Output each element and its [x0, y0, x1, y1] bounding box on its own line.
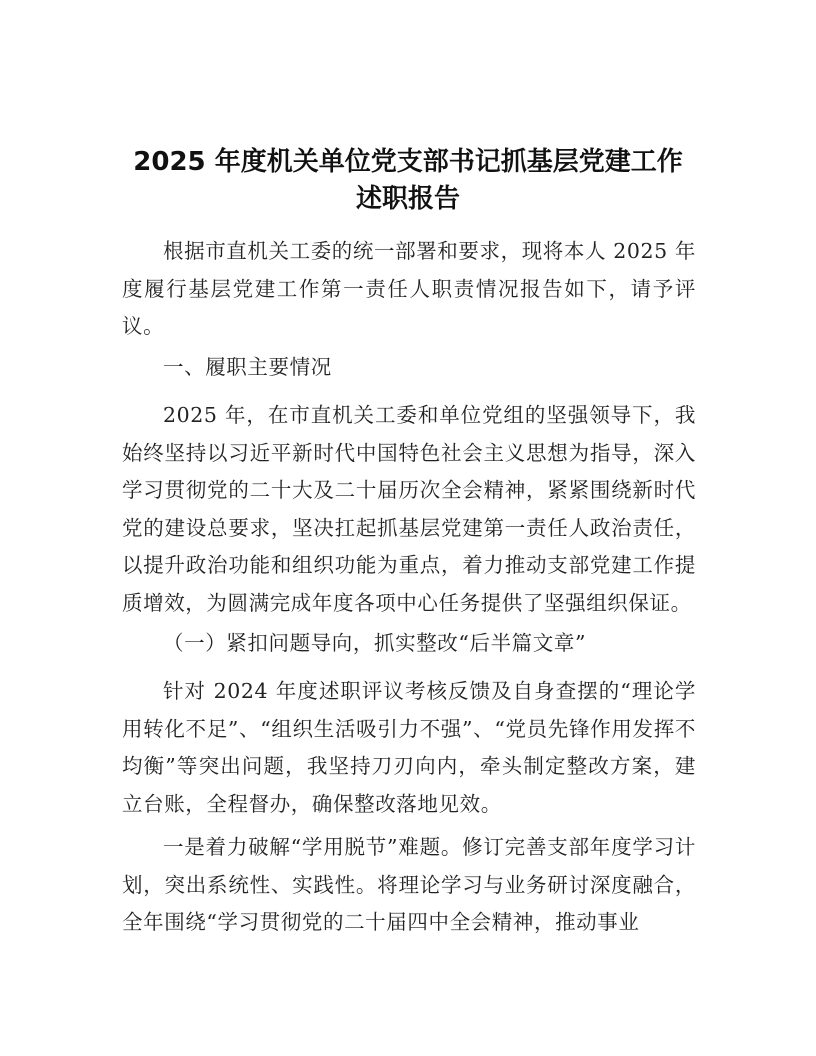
overview-paragraph: 2025 年，在市直机关工委和单位党组的坚强领导下，我始终坚持以习近平新时代中国特色社会主义思想为指导，深入学习贯彻党的二十大及二十届历次全会精神，紧紧围绕新时代党的建设总要求，坚决扛起抓基层党建第一责任人政治责任，以提升政治功能和组织功能为重点，着力推动支部党建工作提质增效，为圆满完成年度各项中心任务提供了坚强组织保证。	[122, 403, 696, 615]
point-one-paragraph: 一是着力破解“学用脱节”难题。修订完善支部年度学习计划，突出系统性、实践性。将理论学习与业务研讨深度融合，全年围绕“学习贯彻党的二十届四中全会精神，推动事业	[122, 835, 696, 934]
document-title-line-1: 2025 年度机关单位党支部书记抓基层党建工作	[133, 147, 683, 177]
section-heading-1: 一、履职主要情况	[163, 355, 332, 379]
document-title-line-2: 述职报告	[355, 184, 460, 214]
rectification-paragraph: 针对 2024 年度述职评议考核反馈及自身查摆的“理论学用转化不足”、“组织生活吸引力不强”、“党员先锋作用发挥不均衡”等突出问题，我坚持刀刃向内，牵头制定整改方案，建立台账，全程督办，确保整改落地见效。	[122, 679, 696, 816]
subsection-heading-1: （一）紧扣问题导向，抓实整改“后半篇文章”	[163, 631, 587, 655]
intro-paragraph: 根据市直机关工委的统一部署和要求，现将本人 2025 年度履行基层党建工作第一责任人职责情况报告如下，请予评议。	[122, 239, 697, 338]
